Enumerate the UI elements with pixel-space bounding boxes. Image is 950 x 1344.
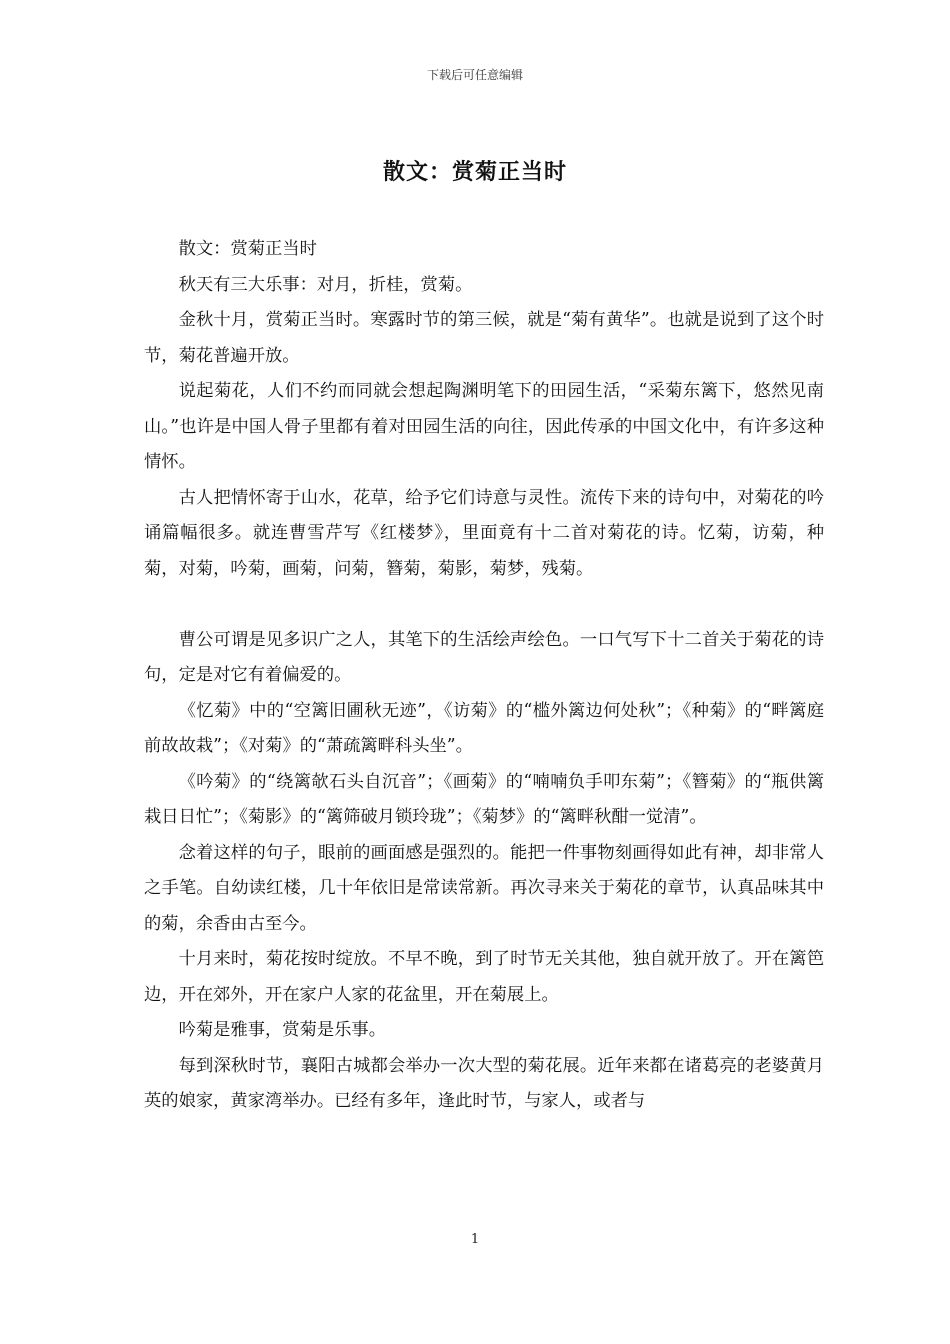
paragraph: 说起菊花，人们不约而同就会想起陶渊明笔下的田园生活，“采菊东篱下，悠然见南山。”也许是中国人骨子里都有着对田园生活的向往，因此传承的中国文化中，有许多这种情怀。 bbox=[144, 381, 824, 472]
paragraph: 《忆菊》中的“空篱旧圃秋无迹”，《访菊》的“槛外篱边何处秋”；《种菊》的“畔篱庭前故故栽”；《对菊》的“萧疏篱畔科头坐”。 bbox=[144, 700, 824, 756]
paragraph-spacer bbox=[144, 587, 824, 623]
paragraph: 念着这样的句子，眼前的画面感是强烈的。能把一件事物刻画得如此有神，却非常人之手笔。自幼读红楼，几十年依旧是常读常新。再次寻来关于菊花的章节，认真品味其中的菊，余香由古至今。 bbox=[144, 842, 824, 934]
paragraph: 散文：赏菊正当时 bbox=[178, 239, 317, 259]
paragraph: 《吟菊》的“绕篱欹石头自沉音”；《画菊》的“喃喃负手叩东菊”；《簪菊》的“瓶供篱栽日日忙”；《菊影》的“篱筛破月锁玲珑”；《菊梦》的“篱畔秋酣一觉清”。 bbox=[144, 771, 824, 827]
paragraph: 吟菊是雅事，赏菊是乐事。 bbox=[178, 1020, 386, 1040]
page-number: 1 bbox=[470, 1232, 480, 1247]
paragraph: 古人把情怀寄于山水，花草，给予它们诗意与灵性。流传下来的诗句中，对菊花的吟诵篇幅很多。就连曹雪芹写《红楼梦》，里面竟有十二首对菊花的诗。忆菊，访菊，种菊，对菊，吟菊，画菊，问菊，簪菊，菊影，菊梦，残菊。 bbox=[144, 487, 824, 579]
body-text bbox=[144, 232, 824, 1120]
document-title: 散文：赏菊正当时 bbox=[382, 159, 567, 185]
paragraph: 金秋十月，赏菊正当时。寒露时节的第三候，就是“菊有黄华”。也就是说到了这个时节，菊花普遍开放。 bbox=[144, 310, 824, 366]
paragraph: 秋天有三大乐事：对月，折桂，赏菊。 bbox=[178, 274, 473, 295]
paragraph: 每到深秋时节，襄阳古城都会举办一次大型的菊花展。近年来都在诸葛亮的老婆黄月英的娘家，黄家湾举办。已经有多年，逢此时节，与家人，或者与 bbox=[144, 1055, 824, 1111]
paragraph: 十月来时，菊花按时绽放。不早不晚，到了时节无关其他，独自就开放了。开在篱笆边，开在郊外，开在家户人家的花盆里，开在菊展上。 bbox=[144, 949, 824, 1005]
paragraph: 曹公可谓是见多识广之人，其笔下的生活绘声绘色。一口气写下十二首关于菊花的诗句，定是对它有着偏爱的。 bbox=[144, 629, 824, 685]
header-note: 下载后可任意编辑 bbox=[426, 68, 523, 82]
